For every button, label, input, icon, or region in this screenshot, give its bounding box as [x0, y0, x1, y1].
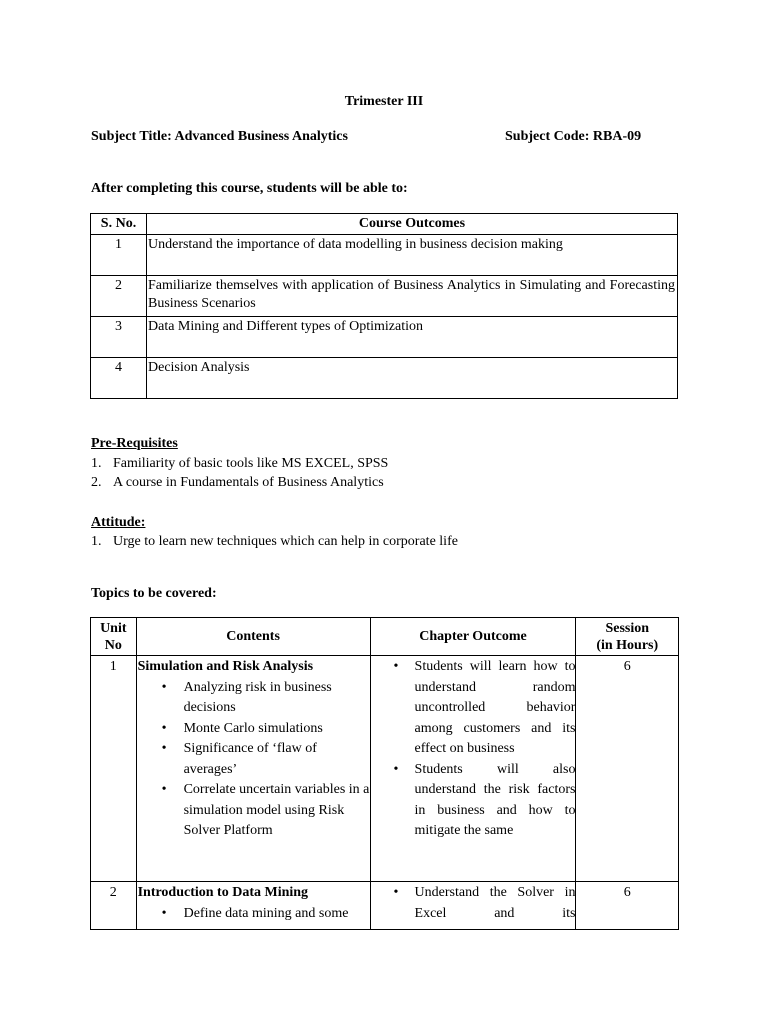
outcome-list — [391, 657, 576, 842]
list-text: Urge to learn new techniques which can help in corporate life — [113, 534, 458, 549]
list-number: 1. — [91, 534, 102, 549]
chapter-outcome — [370, 656, 576, 882]
contents-list — [138, 904, 370, 925]
list-text: A course in Fundamentals of Business Analytics — [113, 475, 384, 490]
attitude-heading: Attitude: — [91, 515, 146, 530]
session-hours: 6 — [576, 882, 679, 930]
unit-contents — [136, 656, 370, 882]
subject-code: Subject Code: RBA-09 — [505, 129, 642, 144]
column-header-chapter-outcome: Chapter Outcome — [370, 618, 576, 656]
list-item — [91, 475, 384, 491]
outcome-text: Familiarize themselves with application of Business Analytics in Simulating and Forecasting Business Scenarios — [147, 276, 678, 317]
chapter-outcome — [370, 882, 576, 930]
list-item: • Significance of ‘flaw of averages’ — [184, 739, 370, 780]
list-item: • Students will learn how to understand random uncontrolled behavior among customers and its effect on business — [415, 657, 576, 760]
list-item: • Monte Carlo simulations — [184, 719, 370, 740]
contents-list — [138, 678, 370, 842]
unit-title: Introduction to Data Mining — [137, 885, 309, 900]
list-number: 1. — [91, 456, 102, 471]
prerequisites-heading: Pre-Requisites — [91, 436, 178, 451]
row-number: 1 — [91, 235, 147, 276]
course-outcomes-table — [90, 213, 678, 399]
list-item: • Correlate uncertain variables in a simulation model using Risk Solver Platform — [184, 780, 370, 842]
outcome-list — [391, 883, 576, 924]
list-item — [91, 456, 388, 472]
outcome-text: Understand the importance of data modelling in business decision making — [147, 235, 678, 276]
list-number: 2. — [91, 475, 102, 490]
topics-table — [90, 617, 679, 930]
table-row — [91, 235, 678, 276]
table-row — [91, 276, 678, 317]
column-header-outcomes: Course Outcomes — [147, 214, 678, 235]
row-number: 3 — [91, 317, 147, 358]
unit-title: Simulation and Risk Analysis — [137, 659, 314, 674]
table-header-row — [91, 618, 679, 656]
table-row — [91, 317, 678, 358]
column-header-session — [576, 618, 679, 656]
unit-contents — [136, 882, 370, 930]
column-header-sno: S. No. — [91, 214, 147, 235]
unit-number: 2 — [91, 882, 137, 930]
unit-number: 1 — [91, 656, 137, 882]
header-line: Unit — [100, 620, 127, 636]
list-text: Familiarity of basic tools like MS EXCEL, SPSS — [113, 456, 389, 471]
subject-title: Subject Title: Advanced Business Analytics — [91, 129, 348, 144]
header-line: (in Hours) — [596, 637, 659, 653]
column-header-unit — [91, 618, 137, 656]
outcome-text: Decision Analysis — [147, 358, 678, 399]
outcome-text: Data Mining and Different types of Optimization — [147, 317, 678, 358]
row-number: 4 — [91, 358, 147, 399]
outcomes-intro: After completing this course, students will be able to: — [91, 181, 408, 196]
table-header-row — [91, 214, 678, 235]
list-item: • Define data mining and some — [184, 904, 370, 925]
column-header-contents: Contents — [136, 618, 370, 656]
trimester-heading: Trimester III — [344, 94, 424, 109]
table-row — [91, 656, 679, 882]
list-item — [91, 534, 458, 550]
header-line: No — [104, 637, 122, 653]
list-item: • Students will also understand the risk factors in business and how to mitigate the same — [415, 760, 576, 842]
header-line: Session — [605, 620, 650, 636]
row-number: 2 — [91, 276, 147, 317]
session-hours: 6 — [576, 656, 679, 882]
table-row — [91, 358, 678, 399]
topics-heading: Topics to be covered: — [91, 586, 217, 601]
table-row — [91, 882, 679, 930]
list-item: • Analyzing risk in business decisions — [184, 678, 370, 719]
list-item: • Understand the Solver in Excel and its — [415, 883, 576, 924]
